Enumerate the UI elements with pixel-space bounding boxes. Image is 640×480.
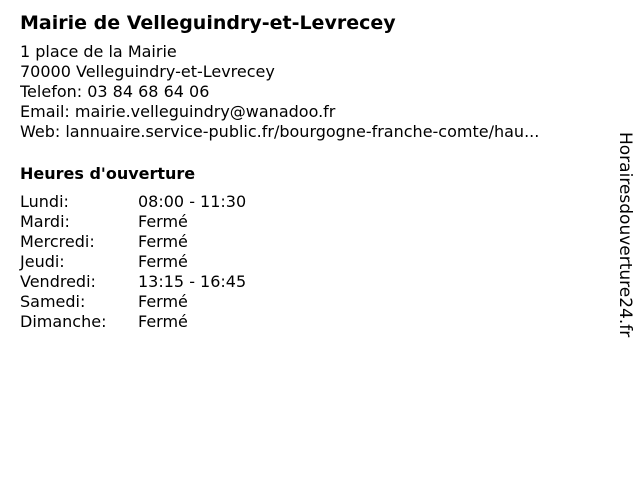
day-label: Lundi: — [20, 192, 69, 211]
day-label: Jeudi: — [20, 252, 65, 271]
phone-number: Telefon: 03 84 68 64 06 — [20, 82, 210, 101]
day-label: Mardi: — [20, 212, 70, 231]
hours-table — [20, 192, 610, 332]
address-block — [20, 42, 610, 142]
email-address: Email: mairie.velleguindry@wanadoo.fr — [20, 102, 336, 121]
day-label: Dimanche: — [20, 312, 107, 331]
time-value: Fermé — [138, 312, 188, 331]
hours-heading: Heures d'ouverture — [20, 164, 196, 183]
hours-row-tuesday — [20, 212, 610, 232]
time-value: Fermé — [138, 252, 188, 271]
city-address: 70000 Velleguindry-et-Levrecey — [20, 62, 275, 81]
street-address: 1 place de la Mairie — [20, 42, 177, 61]
day-label: Vendredi: — [20, 272, 96, 291]
info-card — [20, 10, 610, 332]
time-value: 13:15 - 16:45 — [138, 272, 247, 291]
time-value: Fermé — [138, 292, 188, 311]
time-value: 08:00 - 11:30 — [138, 192, 247, 211]
hours-row-thursday — [20, 252, 610, 272]
hours-row-monday — [20, 192, 610, 212]
day-label: Samedi: — [20, 292, 86, 311]
page-title: Mairie de Velleguindry-et-Levrecey — [20, 12, 396, 34]
time-value: Fermé — [138, 212, 188, 231]
website-link: Web: lannuaire.service-public.fr/bourgogne-franche-comte/hau... — [20, 122, 540, 141]
time-value: Fermé — [138, 232, 188, 251]
hours-row-sunday — [20, 312, 610, 332]
hours-row-wednesday — [20, 232, 610, 252]
side-brand-text: Horairesdouverture24.fr — [615, 132, 635, 338]
hours-row-friday — [20, 272, 610, 292]
hours-row-saturday — [20, 292, 610, 312]
day-label: Mercredi: — [20, 232, 95, 251]
